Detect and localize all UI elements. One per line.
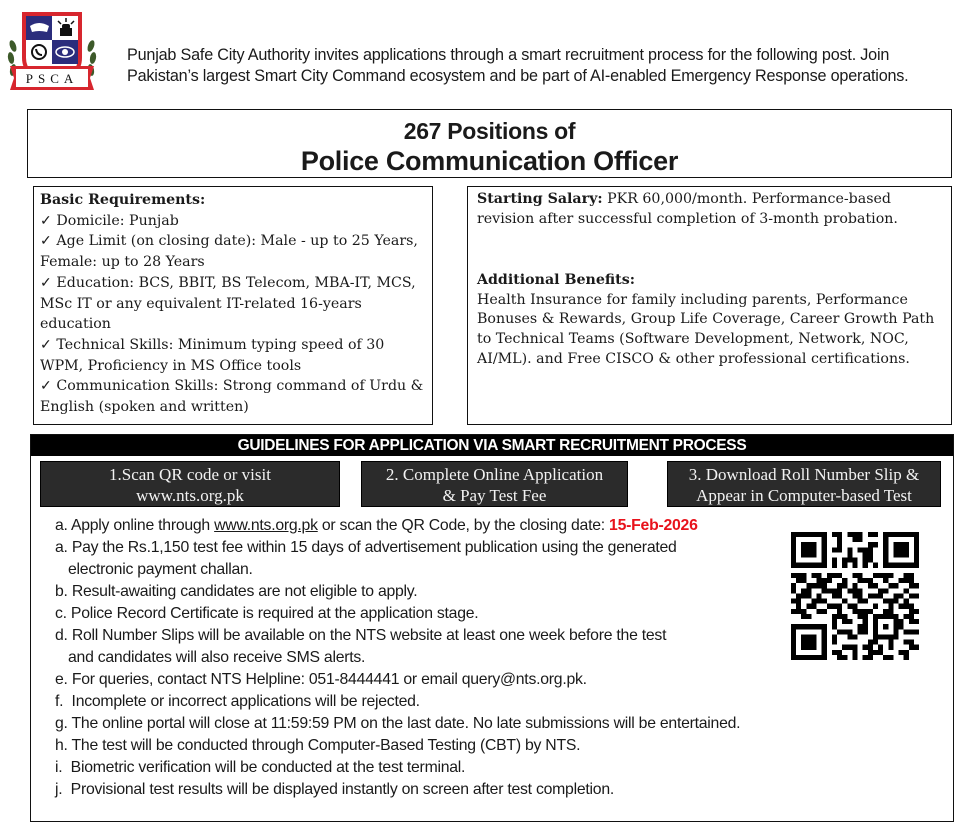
svg-text:PSCA: PSCA — [25, 71, 79, 86]
step-3-box: 3. Download Roll Number Slip & Appear in Computer-based Test — [667, 461, 941, 507]
requirement-item: ✓ Technical Skills: Minimum typing speed of 30 WPM, Proficiency in MS Office tools — [40, 336, 385, 374]
check-icon: ✓ — [40, 336, 52, 353]
guideline-item: a. Pay the Rs.1,150 test fee within 15 days of advertisement publication using the generated electronic payment challan. — [55, 539, 677, 578]
nts-website-link[interactable]: www.nts.org.pk — [214, 517, 318, 534]
step-2-box: 2. Complete Online Application & Pay Test Fee — [361, 461, 628, 507]
requirement-item: ✓ Communication Skills: Strong command of Urdu & English (spoken and written) — [40, 378, 424, 416]
check-icon: ✓ — [40, 378, 52, 395]
guideline-item: j. Provisional test results will be displayed instantly on screen after test completion. — [55, 781, 614, 798]
benefits-heading: Additional Benefits: — [477, 272, 635, 289]
check-icon: ✓ — [40, 274, 52, 291]
requirement-item: ✓ Education: BCS, BBIT, BS Telecom, MBA-IT, MCS, MSc IT or any equivalent IT-related 16-years education — [40, 274, 416, 333]
step-1-box: 1.Scan QR code or visit www.nts.org.pk — [40, 461, 340, 507]
guideline-item: a. Apply online through www.nts.org.pk or scan the QR Code, by the closing date: 15-Feb-2026 — [55, 517, 698, 534]
salary-label: Starting Salary: — [477, 191, 603, 207]
check-icon: ✓ — [40, 212, 52, 229]
guidelines-list — [55, 515, 875, 801]
check-icon: ✓ — [40, 233, 52, 250]
guideline-item: i. Biometric verification will be conducted at the test terminal. — [55, 759, 466, 776]
guideline-item: f. Incomplete or incorrect applications will be rejected. — [55, 693, 420, 710]
post-title: Police Communication Officer — [300, 146, 679, 176]
guidelines-section — [30, 434, 954, 822]
guideline-item: g. The online portal will close at 11:59:59 PM on the last date. No late submissions will be entertained. — [55, 715, 741, 732]
requirement-item: ✓ Age Limit (on closing date): Male - up to 25 Years, Female: up to 28 Years — [40, 233, 418, 271]
requirement-item: ✓ Domicile: Punjab — [40, 212, 179, 229]
psca-shield-logo-icon — [4, 6, 100, 96]
requirements-heading: Basic Requirements: — [40, 192, 206, 208]
qr-code[interactable] — [791, 532, 919, 660]
positions-count-title: 267 Positions of — [403, 118, 576, 144]
psca-logo — [4, 6, 100, 96]
requirements-box — [33, 186, 433, 425]
salary-benefits-box — [467, 186, 952, 425]
intro-paragraph: Punjab Safe City Authority invites applications through a smart recruitment process for the following post. Join Pakistan’s largest Smart City Command ecosystem and be part of AI-enabled Emergency Response operations. — [127, 46, 909, 85]
guideline-item: d. Roll Number Slips will be available on the NTS website at least one week before the test and candidates will also receive SMS alerts. — [55, 627, 667, 666]
guidelines-heading: GUIDELINES FOR APPLICATION VIA SMART RECRUITMENT PROCESS — [31, 435, 953, 456]
guideline-item: h. The test will be conducted through Computer-Based Testing (CBT) by NTS. — [55, 737, 581, 754]
closing-date: 15-Feb-2026 — [609, 517, 698, 534]
qr-code-icon — [791, 532, 919, 660]
guideline-item: e. For queries, contact NTS Helpline: 051-8444441 or email query@nts.org.pk. — [55, 671, 587, 688]
starting-salary — [477, 190, 942, 229]
guideline-item: b. Result-awaiting candidates are not eligible to apply. — [55, 583, 418, 600]
salary-text: PKR 60,000/month. Performance-based revision after successful completion of 3-month probation. — [477, 191, 898, 227]
benefits-text: Health Insurance for family including parents, Performance Bonuses & Rewards, Group Life Coverage, Career Growth Path to Technical Teams (Software Development, Network, NOC, AI/ML). and Free CISCO & other professional certifications. — [477, 291, 935, 367]
title-box — [27, 109, 952, 178]
guideline-item: c. Police Record Certificate is required at the application stage. — [55, 605, 479, 622]
